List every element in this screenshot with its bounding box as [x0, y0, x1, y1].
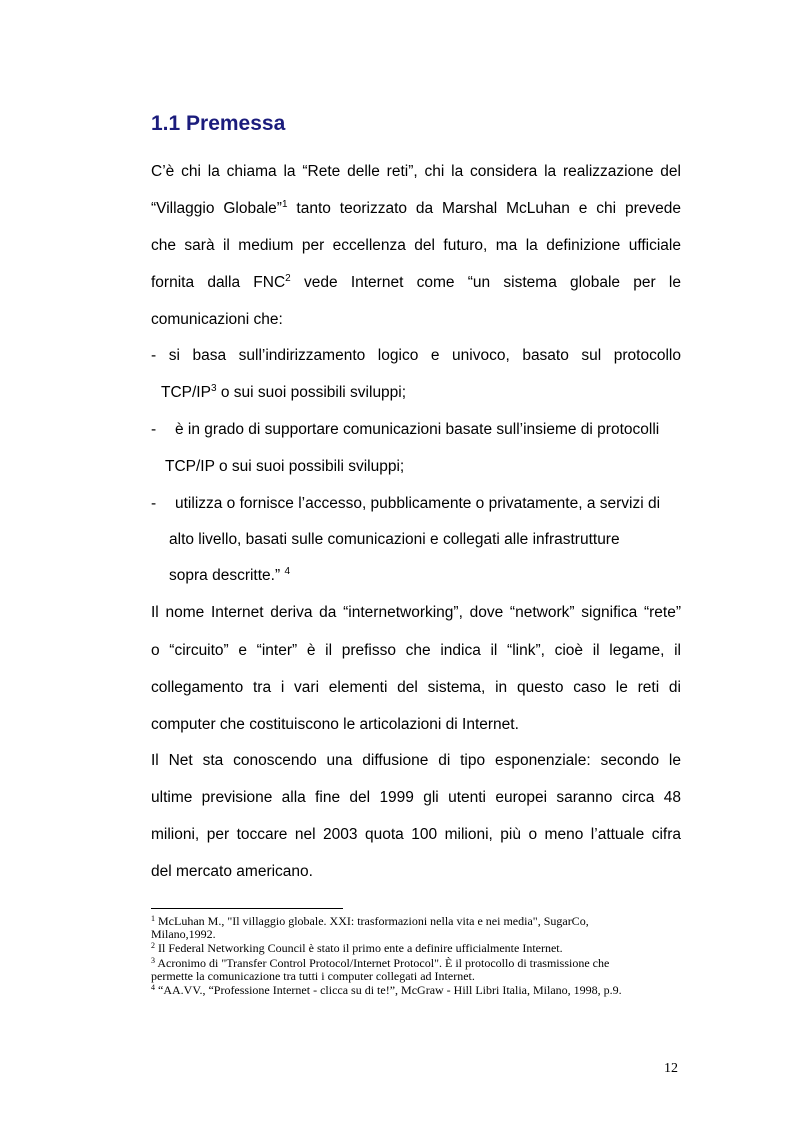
body-line: o “circuito” e “inter” è il prefisso che indica il “link”, cioè il legame, il: [151, 642, 681, 659]
list-item-line: TCP/IP o sui suoi possibili sviluppi;: [165, 458, 405, 475]
page-number: 12: [664, 1061, 678, 1076]
list-item-line: utilizza o fornisce l’accesso, pubblicamente o privatamente, a servizi di: [175, 495, 661, 512]
body-line: ultime previsione alla fine del 1999 gli utenti europei saranno circa 48: [151, 789, 681, 806]
list-item-line: alto livello, basati sulle comunicazioni e collegati alle infrastrutture: [169, 531, 620, 548]
body-line: Il nome Internet deriva da “internetworking”, dove “network” significa “rete”: [151, 604, 681, 621]
body-line: comunicazioni che:: [151, 311, 283, 328]
list-item-dash: -: [151, 421, 157, 438]
body-line: del mercato americano.: [151, 863, 313, 880]
body-line: milioni, per toccare nel 2003 quota 100 milioni, più o meno l’attuale cifra: [151, 826, 681, 843]
footnote-ref: 2: [285, 273, 291, 284]
body-line: collegamento tra i vari elementi del sistema, in questo caso le reti di: [151, 679, 681, 696]
footnote-3: $^3$ Acronimo di "Transfer Control Protocol/Internet Protocol". È il protocollo di trasmissione che: [151, 956, 610, 970]
footnote-ref: 4: [284, 566, 290, 577]
body-line: computer che costituiscono le articolazioni di Internet.: [151, 716, 519, 733]
footnote-2: $^2$ Il Federal Networking Council è stato il primo ente a definire ufficialmente Internet.: [151, 941, 563, 955]
footnote-3-cont: permette la comunicazione tra tutti i computer collegati ad Internet.: [151, 969, 475, 983]
list-item-line: - si basa sull’indirizzamento logico e univoco, basato sul protocollo: [151, 347, 681, 364]
footnote-ref: 1: [281, 199, 288, 210]
body-line: “Villaggio Globale”$^1$ tanto teorizzato da Marshal McLuhan e chi prevede: [151, 199, 681, 217]
list-item-line: è in grado di supportare comunicazioni basate sull’insieme di protocolli: [175, 421, 660, 438]
footnote-separator: [151, 908, 343, 909]
body-line: che sarà il medium per eccellenza del futuro, ma la definizione ufficiale: [151, 237, 681, 254]
body-line: fornita dalla FNC$^2$ vede Internet come “un sistema globale per le: [151, 273, 681, 291]
body-line: Il Net sta conoscendo una diffusione di tipo esponenziale: secondo le: [151, 752, 681, 769]
list-item-dash: -: [151, 495, 157, 512]
list-item-line: sopra descritte.” $^4$: [169, 566, 290, 584]
list-item-line: TCP/$IP^3$ o sui suoi possibili sviluppi;: [161, 383, 407, 401]
footnote-ref: 3: [210, 383, 217, 394]
footnote-1-cont: Milano,1992.: [151, 927, 216, 941]
section-heading: 1.1 Premessa: [151, 112, 286, 135]
body-line: C’è chi la chiama la “Rete delle reti”, chi la considera la realizzazione del: [151, 163, 681, 180]
footnote-1: $^1$ McLuhan M., "Il villaggio globale. XXI: trasformazioni nella vita e nei media", SugarCo,: [151, 914, 589, 928]
footnote-4: $^4$ “AA.VV., “Professione Internet - clicca su di te!”, McGraw - Hill Libri Italia, Milano, 1998, p.9.: [151, 983, 622, 997]
